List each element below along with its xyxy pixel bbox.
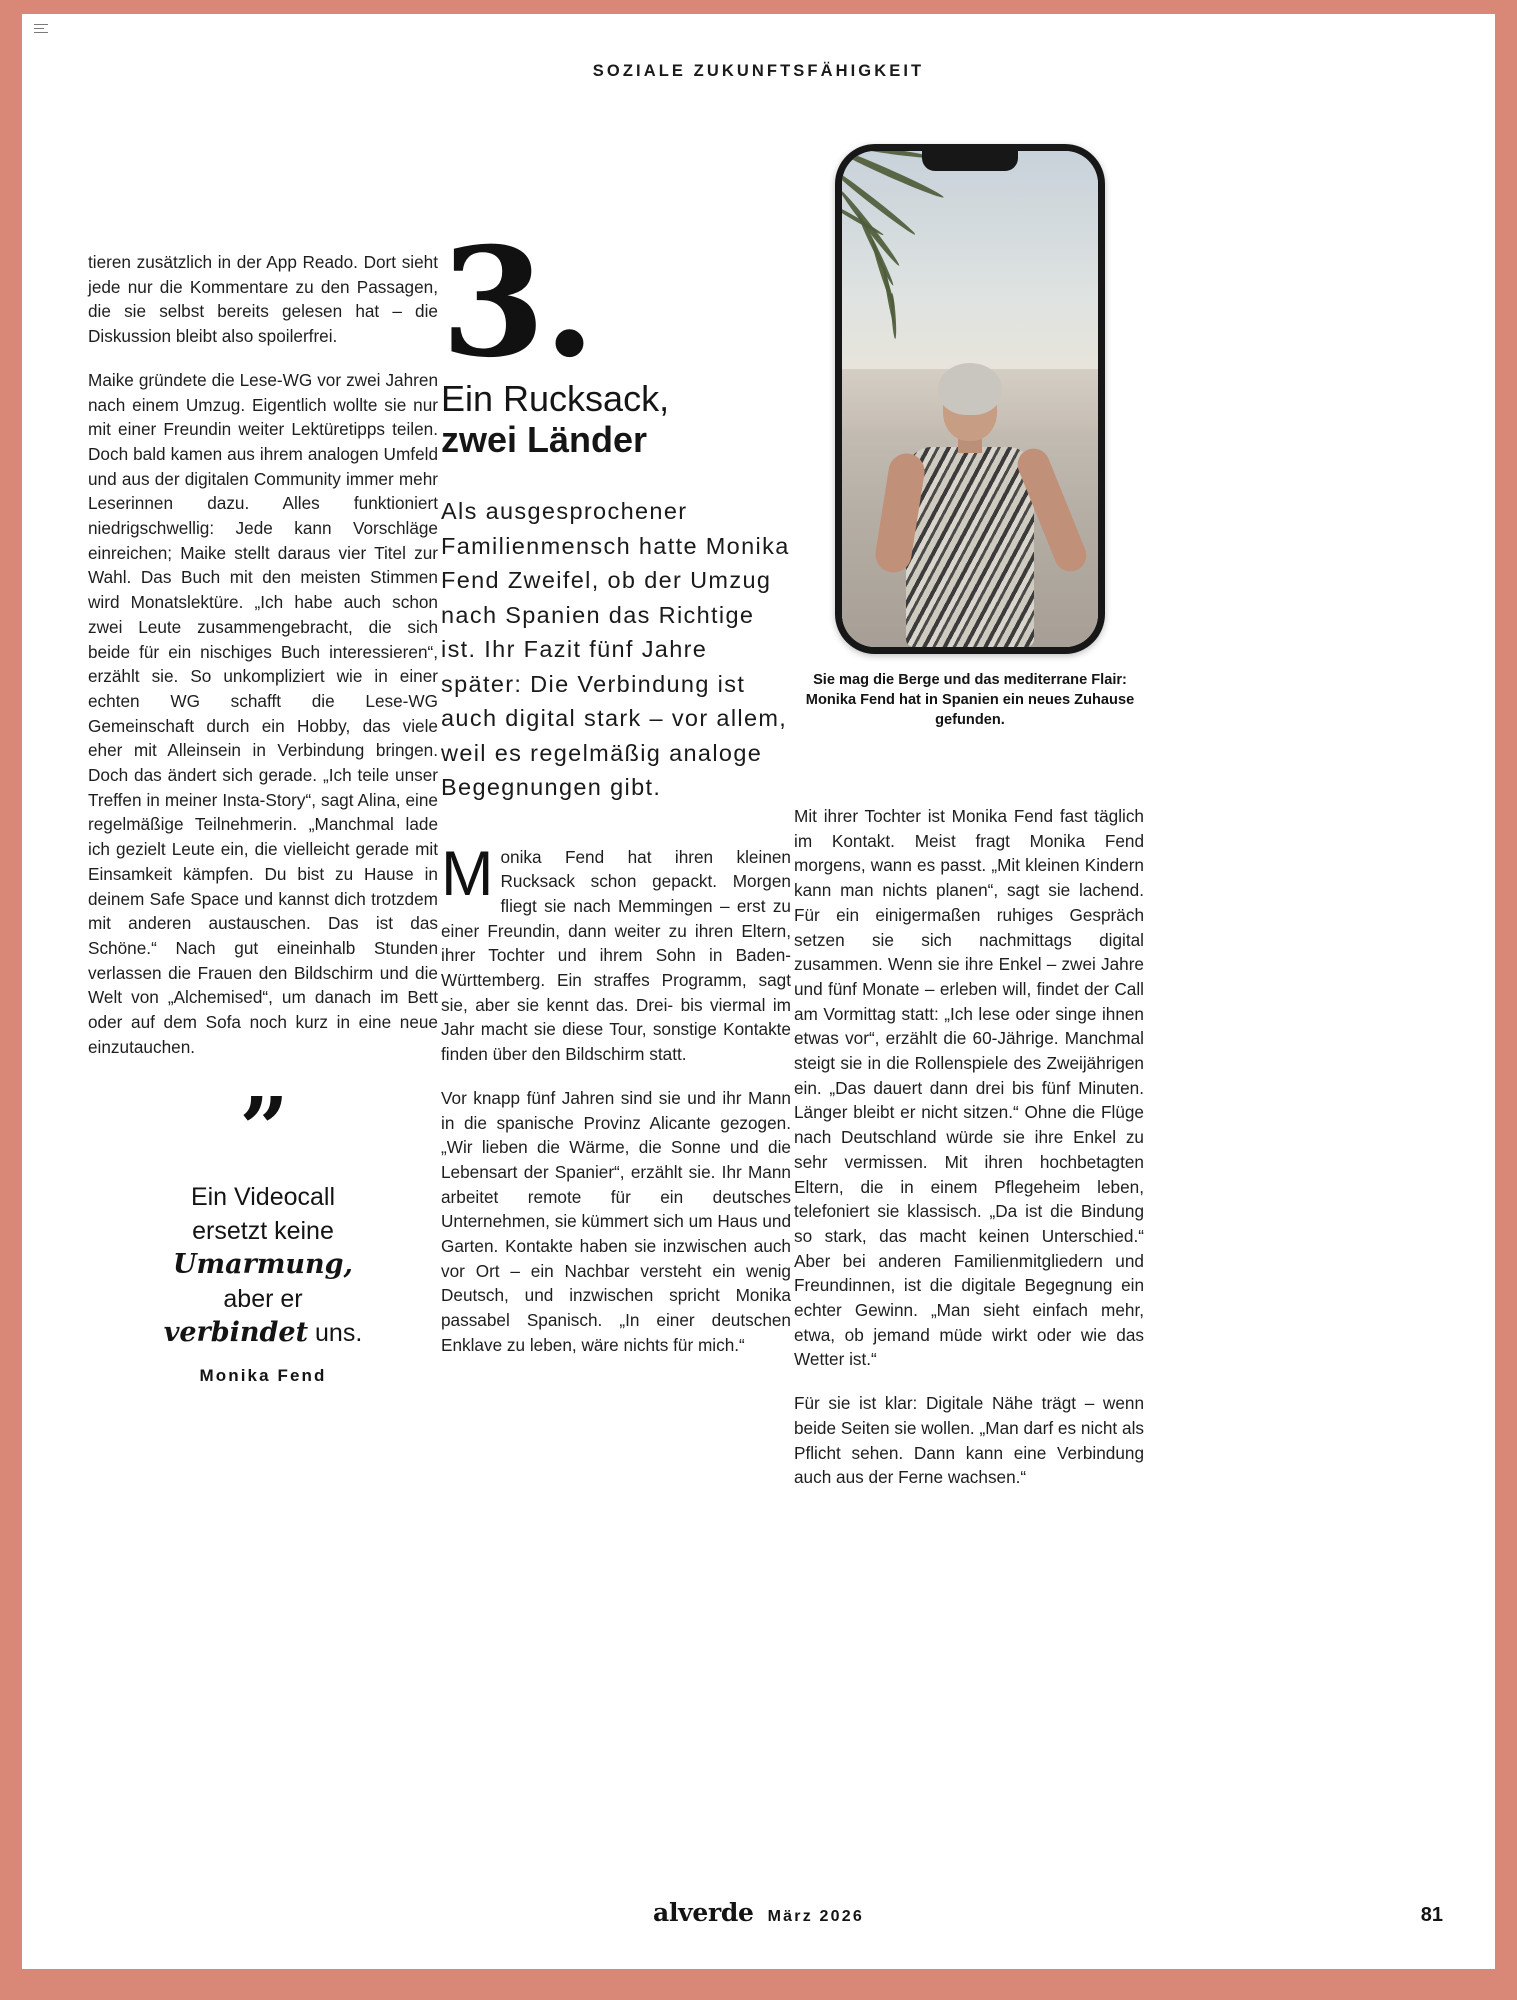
paragraph: Vor knapp fünf Jahren sind sie und ihr Mann in die spanische Provinz Alicante gezogen. „Wir lieben die Wärme, die Sonne und die Lebensart der Spanier“, erzählt sie. Ihr Mann arbeitet remote für ein deutsches Unternehmen, sie kümmert sich um Haus und Garten. Kontakte haben sie inzwischen auch vor Ort – ein Nachbar versteht ein wenig Deutsch, und inzwischen spricht Monika passabel Spanisch. „In einer deutschen Enklave zu leben, wäre nichts für mich.“ <box>441 1087 791 1355</box>
paragraph: tieren zusätzlich in der App Reado. Dort sieht jede nur die Kommentare zu den Passagen, die sie selbst bereits gelesen hat – die Diskussion bleibt also spoilerfrei. <box>88 252 438 347</box>
issue-date: März 2026 <box>767 1908 864 1925</box>
page-number: 81 <box>1420 1904 1443 1926</box>
paragraph: Maike gründete die Lese-WG vor zwei Jahren nach einem Umzug. Eigentlich wollte sie nur mit einer Freundin weiter Lektüretipps teilen. Doch bald kamen aus ihrem analogen Umfeld und aus der digitalen Community immer mehr Leserinnen dazu. Alles funktioniert niedrigschwellig: Jede kann Vorschläge einreichen; Maike stellt daraus vier Titel zur Wahl. Das Buch mit den meisten Stimmen wird Monatslektüre. „Ich habe auch schon zwei Leute zusammengebracht, die sich beide für ein nischiges Buch interessieren“, erzählt sie. So unkompliziert wie in einer echten WG schafft die Lese-WG Gemeinschaft durch ein Hobby, das viele eher mit Alleinsein in Verbindung bringen. Doch das ändert sich gerade. „Ich teile unser Treffen in meiner Insta-Story“, sagt Alina, eine regelmäßige Teilnehmerin. „Manchmal lade ich gezielt Leute ein, die vielleicht gerade mit Einsamkeit kämpfen. Du bist zu Hause in deinem Safe Space und kannst dich trotzdem mit anderen austauschen. Das ist das Schöne.“ Nach gut eineinhalb Stunden verlassen die Frauen den Bildschirm und die Welt von „Alchemised“, um danach im Bett oder auf dem Sofa noch kurz in eine neue einzutauchen. <box>88 369 438 1057</box>
person-hair <box>938 363 1002 415</box>
pull-quote-line-3: aber er <box>223 1284 303 1313</box>
pull-quote-emphasis-1: Umarmung, <box>173 1248 353 1280</box>
quote-mark-icon: ” <box>239 1078 287 1180</box>
pull-quote-emphasis-2: verbindet <box>163 1316 309 1348</box>
section-kicker: SOZIALE ZUKUNFTSFÄHIGKEIT <box>592 62 925 80</box>
article-headline <box>441 378 791 460</box>
magazine-brand: alverde <box>653 1898 754 1927</box>
photo-foliage <box>842 151 978 371</box>
photo-block <box>794 144 1146 730</box>
paragraph-with-dropcap <box>441 838 791 1067</box>
magazine-page <box>22 14 1495 1969</box>
column-left <box>88 250 438 1386</box>
pull-quote-line-2: ersetzt keine <box>192 1216 334 1245</box>
page-corner-mark <box>34 24 48 33</box>
article-lead: Als ausgesprochener Familienmensch hatte Monika Fend Zweifel, ob der Umzug nach Spanien das Richtige ist. Ihr Fazit fünf Jahre später: Die Verbindung ist auch digital stark – vor allem, weil es regelmäßig analoge Begegnungen gibt. <box>441 498 790 800</box>
pull-quote-line-4: uns. <box>315 1318 363 1347</box>
pull-quote-line-1: Ein Videocall <box>190 1182 336 1211</box>
column-middle <box>441 215 791 1358</box>
photo-caption: Sie mag die Berge und das mediterrane Flair: Monika Fend hat in Spanien ein neues Zuhause gefunden. <box>805 672 1135 728</box>
phone-notch <box>922 151 1018 171</box>
pull-quote <box>88 1078 438 1386</box>
photo-person <box>886 357 1054 647</box>
pull-quote-text <box>88 1180 438 1350</box>
paragraph: Mit ihrer Tochter ist Monika Fend fast täglich im Kontakt. Meist fragt Monika Fend morgens, wann es passt. „Mit kleinen Kindern kann man nichts planen“, sagt sie lachend. Für ein einigermaßen ruhiges Gespräch setzen sie sich nachmittags digital zusammen. Wenn sie ihre Enkel – zwei Jahre und fünf Monate – erleben will, findet der Call am Vormittag statt: „Ich lese oder singe ihnen etwas vor“, erzählt die 60-Jährige. Manchmal steigt sie in die Rollenspiele des Zweijährigen ein. „Das dauert dann drei bis fünf Minuten. Länger bleibt er nicht sitzen.“ Ohne die Flüge nach Deutschland würde sie ihre Enkel zu sehr vermissen. Mit ihren hochbetagten Eltern, die in einem Pflegeheim leben, telefoniert sie klassisch. „Da ist die Bindung so stark, das macht keinen Unterschied.“ Aber bei anderen Familienmitgliedern und Freundinnen, ist die digitale Begegnung ein echter Gewinn. „Man sieht einfach mehr, etwa, ob jemand müde wirkt oder wie das Wetter ist.“ <box>794 806 1144 1370</box>
pull-quote-author: Monika Fend <box>199 1365 327 1385</box>
page-footer <box>22 1898 1495 1927</box>
headline-light: Ein Rucksack, <box>441 378 670 419</box>
paragraph: Für sie ist klar: Digitale Nähe trägt – wenn beide Seiten sie wollen. „Man darf es nicht als Pflicht sehen. Dann kann eine Verbindung auch aus der Ferne wachsen.“ <box>794 1393 1144 1488</box>
smartphone-photo <box>835 144 1105 654</box>
person-dress <box>906 447 1034 647</box>
drop-cap: M <box>441 838 494 909</box>
column-right <box>794 804 1144 1490</box>
section-numeral: 3. <box>441 215 594 391</box>
paragraph-text: onika Fend hat ihren kleinen Rucksack schon gepackt. Morgen fliegt sie nach Memmingen – erst zu einer Freundin, dann weiter zu ihren Eltern, ihrer Tochter und ihrem Sohn in Baden-Württemberg. Ein straffes Programm, sagt sie, aber sie kennt das. Drei- bis viermal im Jahr macht sie diese Tour, sonstige Kontakte finden über den Bildschirm statt. <box>441 846 791 1065</box>
phone-screen <box>842 151 1098 647</box>
headline-bold: zwei Länder <box>441 419 648 460</box>
